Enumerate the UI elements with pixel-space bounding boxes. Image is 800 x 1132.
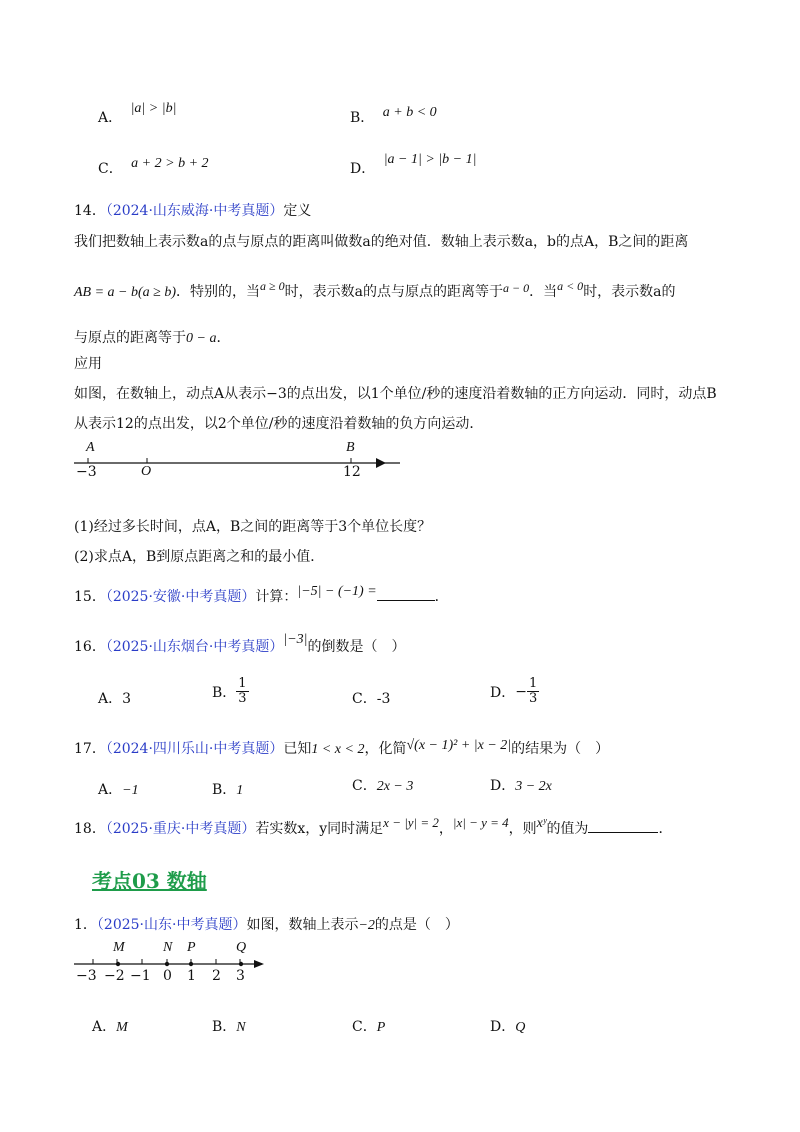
formula: |−3| <box>283 632 308 647</box>
fraction <box>236 677 248 707</box>
text: 时，表示数a的点与原点的距离等于 <box>284 284 503 300</box>
option-label: A． <box>98 691 123 707</box>
source-tag: （2025·安徽·中考真题） <box>105 589 256 605</box>
option-value: 2x − 3 <box>376 779 414 794</box>
option-label: A． <box>98 782 123 798</box>
source-tag: （2025·山东·中考真题） <box>96 917 247 933</box>
source-tag: （2025·山东烟台·中考真题） <box>105 639 284 655</box>
point-n-label: N <box>163 940 173 955</box>
tick-label-neg3: −3 <box>76 464 97 480</box>
numerator: 1 <box>528 676 538 691</box>
question-number: 15． <box>74 589 106 605</box>
axis-arrow <box>254 960 264 968</box>
text: ． <box>216 330 231 346</box>
s1-tick-label: −3 <box>76 968 97 984</box>
text: 的点是（ ） <box>374 917 459 933</box>
text: 时，表示数a的 <box>583 284 676 300</box>
q14-p1: 我们把数轴上表示数a的点与原点的距离叫做数a的绝对值．数轴上表示数a，b的点A，B之间的距离 <box>74 234 689 250</box>
q14-sub1: (1)经过多长时间，点A，B之间的距离等于3个单位长度？ <box>74 519 432 535</box>
source-tag: （2025·重庆·中考真题） <box>105 821 256 837</box>
option-label: B． <box>212 782 237 798</box>
q17 <box>74 738 609 758</box>
tick-label-o: O <box>141 464 152 479</box>
s1-option-a <box>92 1016 128 1036</box>
text: ．特别的，当 <box>176 284 261 300</box>
s1-tick-label: 1 <box>187 968 196 984</box>
section-title: 考点03 数轴 <box>92 869 207 893</box>
option-value: 3 − 2x <box>515 779 552 794</box>
s1 <box>74 914 459 934</box>
text: ，则 <box>508 821 537 837</box>
question-title: 定义 <box>283 203 312 219</box>
option-label: D． <box>490 1019 516 1035</box>
q14-apply: 应用 <box>74 356 102 372</box>
fraction <box>527 677 539 707</box>
s1-option-d <box>490 1016 525 1036</box>
q16-option-b <box>212 677 249 707</box>
text: ， <box>438 821 453 837</box>
option-label: B． <box>212 684 237 701</box>
text: 若实数x，y同时满足 <box>255 821 384 837</box>
tick-label-12: 12 <box>343 464 361 480</box>
q13-option-d <box>350 152 477 178</box>
formula: xʸ <box>536 816 547 831</box>
formula: x − |y| = 2 <box>383 815 439 830</box>
q14-sub2: (2)求点A，B到原点距离之和的最小值． <box>74 549 325 565</box>
s1-tick-label: 2 <box>212 968 221 984</box>
option-label: C． <box>98 161 123 177</box>
option-value: M <box>116 1020 128 1035</box>
question-number: 17． <box>74 741 106 757</box>
q17-option-d <box>490 775 552 795</box>
text: 的倒数是（ ） <box>307 639 406 655</box>
s1-tick-label: −1 <box>130 968 151 984</box>
s1-tick-label: −2 <box>104 968 125 984</box>
text: ． <box>434 589 449 605</box>
option-label: B． <box>350 110 375 126</box>
s1-tick-label: 0 <box>163 968 172 984</box>
q14-p5: 从表示12的点出发，以2个单位/秒的速度沿着数轴的负方向运动． <box>74 416 484 432</box>
option-label: C． <box>352 691 377 707</box>
q13-option-a <box>98 101 177 127</box>
point-n <box>165 962 169 966</box>
question-number: 16． <box>74 639 106 655</box>
option-value: N <box>236 1020 246 1035</box>
q16 <box>74 632 406 656</box>
option-expr: a + b < 0 <box>382 105 437 120</box>
q14-p2 <box>74 281 676 301</box>
answer-blank[interactable] <box>377 600 435 601</box>
question-number: 18． <box>74 821 106 837</box>
denominator: 3 <box>238 691 247 707</box>
option-value: -3 <box>376 691 391 707</box>
text: 已知 <box>283 741 312 757</box>
q15 <box>74 586 449 606</box>
formula: AB = a − b(a ≥ b) <box>74 285 177 300</box>
option-value: −1 <box>122 783 139 798</box>
point-m <box>116 962 120 966</box>
text: 如图，数轴上表示 <box>246 917 359 933</box>
q16-option-c <box>352 688 390 708</box>
option-expr: |a − 1| > |b − 1| <box>383 152 477 167</box>
source-tag: （2024·四川乐山·中考真题） <box>105 741 284 757</box>
q17-option-b <box>212 779 243 799</box>
text: 计算： <box>255 589 298 605</box>
q13-option-b <box>350 105 437 127</box>
option-value: Q <box>515 1020 526 1035</box>
point-m-label: M <box>113 940 125 955</box>
answer-blank[interactable] <box>588 832 658 833</box>
text: ． <box>658 821 673 837</box>
denominator: 3 <box>528 691 538 707</box>
formula: 0 − a <box>186 331 217 346</box>
option-expr: a + 2 > b + 2 <box>131 156 209 171</box>
formula: |−5| − (−1) = <box>297 584 377 599</box>
q17-option-c <box>352 775 413 795</box>
formula: a < 0 <box>557 279 584 293</box>
option-expr: |a| > |b| <box>130 101 177 116</box>
option-label: A． <box>92 1019 117 1035</box>
question-number: 1． <box>74 917 97 933</box>
option-label: D． <box>350 161 376 177</box>
point-q <box>239 962 243 966</box>
q14-p4: 如图，在数轴上，动点A从表示−3的点出发，以1个单位/秒的速度沿着数轴的正方向运动．同时，动点B <box>74 386 717 402</box>
formula: |x| − y = 4 <box>452 815 509 830</box>
formula: −2 <box>358 918 375 933</box>
option-label: C． <box>352 778 377 794</box>
text: ，化简 <box>364 741 407 757</box>
option-value: 3 <box>122 691 132 707</box>
formula: a ≥ 0 <box>260 279 285 293</box>
text: 的结果为（ ） <box>511 741 610 757</box>
point-b-label: B <box>346 440 355 455</box>
formula: a − 0 <box>502 281 530 295</box>
q14-p3 <box>74 327 230 347</box>
formula: √(x − 1)² + |x − 2| <box>406 738 512 753</box>
q13-option-c <box>98 156 209 178</box>
point-q-label: Q <box>236 940 247 955</box>
option-label: A． <box>98 110 123 126</box>
point-a-label: A <box>86 440 95 455</box>
s1-option-b <box>212 1016 246 1036</box>
option-label: D． <box>490 778 516 794</box>
q18 <box>74 815 673 838</box>
q16-option-d <box>490 677 539 707</box>
point-p-label: P <box>187 940 196 955</box>
numerator: 1 <box>238 676 247 691</box>
formula: 1 < x < 2 <box>311 742 365 757</box>
q14-header <box>74 200 311 220</box>
point-p <box>189 962 193 966</box>
s1-tick-label: 3 <box>236 968 245 984</box>
s1-option-c <box>352 1016 385 1036</box>
option-value: 1 <box>236 783 244 798</box>
source-tag: （2024·山东威海·中考真题） <box>105 203 284 219</box>
text: 与原点的距离等于 <box>74 330 186 346</box>
option-label: D． <box>490 684 516 701</box>
axis-arrow <box>376 458 386 468</box>
q16-option-a <box>98 688 131 708</box>
option-label: C． <box>352 1019 377 1035</box>
text: ．当 <box>529 284 558 300</box>
question-number: 14． <box>74 203 106 219</box>
text: 的值为 <box>546 821 589 837</box>
option-label: B． <box>212 1019 237 1035</box>
option-value: P <box>376 1020 386 1035</box>
q17-option-a <box>98 779 139 799</box>
minus-sign: − <box>515 683 527 700</box>
